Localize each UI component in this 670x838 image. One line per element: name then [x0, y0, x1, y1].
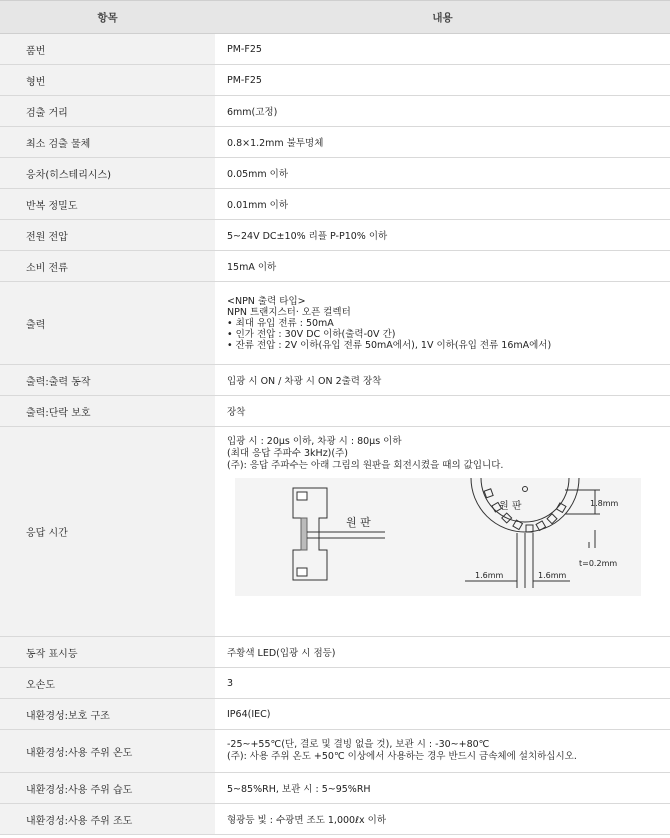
- row-label: 최소 검출 물체: [0, 127, 215, 157]
- row-value: 5~85%RH, 보관 시 : 5~95%RH: [227, 784, 371, 795]
- row-label: 출력:단락 보호: [0, 396, 215, 426]
- temperature-line: (주): 사용 주위 온도 +50℃ 이상에서 사용하는 경우 반드시 금속체에 설치하십시오.: [227, 751, 577, 762]
- row-label: 품번: [0, 34, 215, 64]
- table-row: [0, 96, 670, 127]
- row-value: 15mA 이하: [227, 262, 277, 273]
- response-line: (주): 응답 주파수는 아래 그림의 원판을 회전시켰을 때의 값입니다.: [227, 460, 504, 471]
- row-label: 내환경성:사용 주위 온도: [0, 730, 215, 772]
- table-header: [0, 0, 670, 34]
- row-value: 장착: [227, 407, 246, 418]
- row-label: 응답 시간: [0, 427, 215, 636]
- output-line: NPN 트랜지스터· 오픈 컬렉터: [227, 306, 351, 318]
- table-row: [0, 65, 670, 96]
- disk-label-right: 원 판: [499, 501, 522, 512]
- row-value: 5~24V DC±10% 리플 P-P10% 이하: [227, 231, 388, 242]
- row-value: PM-F25: [227, 43, 262, 55]
- row-value: 6mm(고정): [227, 107, 278, 118]
- row-value: 주황색 LED(입광 시 점등): [227, 648, 336, 659]
- row-label: 소비 전류: [0, 251, 215, 281]
- row-value: 0.01mm 이하: [227, 200, 289, 211]
- row-value: 형광등 빛 : 수광면 조도 1,000ℓx 이하: [227, 815, 387, 826]
- table-row: [0, 773, 670, 804]
- temperature-line: -25~+55℃(단, 결로 및 결빙 없을 것), 보관 시 : -30~+80℃: [227, 739, 490, 750]
- row-value: 3: [227, 677, 234, 689]
- dimension-1-6mm-right: 1.6mm: [538, 571, 567, 580]
- dimension-thickness: t=0.2mm: [579, 559, 618, 568]
- table-row: [0, 189, 670, 220]
- header-item: 항목: [97, 11, 118, 24]
- row-label: 응차(히스테리시스): [0, 158, 215, 188]
- row-label: 반복 정밀도: [0, 189, 215, 219]
- table-row: [0, 365, 670, 396]
- header-content: 내용: [432, 11, 453, 24]
- table-row-response: [0, 427, 670, 637]
- row-label: 검출 거리: [0, 96, 215, 126]
- table-row: [0, 220, 670, 251]
- row-value: IP64(IEC): [227, 708, 271, 720]
- row-value-output: [215, 282, 670, 364]
- table-row: [0, 158, 670, 189]
- table-row: [0, 637, 670, 668]
- output-line: • 인가 전압 : 30V DC 이하(출력-0V 간): [227, 328, 396, 340]
- disk-label-left: 원 판: [346, 516, 371, 529]
- row-value: 0.8×1.2mm 불투명체: [227, 138, 324, 149]
- row-label: 내환경성:보호 구조: [0, 699, 215, 729]
- row-label: 출력:출력 동작: [0, 365, 215, 395]
- table-row: [0, 34, 670, 65]
- sensor-disk-diagram: [235, 478, 641, 596]
- sensor-drawing: [293, 488, 385, 580]
- row-value: PM-F25: [227, 74, 262, 86]
- table-row-output: [0, 282, 670, 365]
- row-label: 내환경성:사용 주위 습도: [0, 773, 215, 803]
- row-value: 0.05mm 이하: [227, 169, 289, 180]
- output-line: • 최대 유입 전류 : 50mA: [227, 317, 334, 329]
- response-diagram: [235, 478, 641, 596]
- row-value-response: [215, 427, 670, 636]
- row-label: 동작 표시등: [0, 637, 215, 667]
- row-label: 형번: [0, 65, 215, 95]
- row-label: 오손도: [0, 668, 215, 698]
- response-line: (최대 응답 주파수 3kHz)(주): [227, 448, 348, 459]
- row-label: 전원 전압: [0, 220, 215, 250]
- table-row: [0, 396, 670, 427]
- table-row: [0, 804, 670, 835]
- table-row: [0, 251, 670, 282]
- row-label: 출력: [0, 282, 215, 364]
- table-row-temperature: [0, 730, 670, 773]
- response-line: 입광 시 : 20μs 이하, 차광 시 : 80μs 이하: [227, 436, 402, 447]
- table-row: [0, 668, 670, 699]
- row-value-temperature: [215, 730, 670, 772]
- table-row: [0, 127, 670, 158]
- row-label: 내환경성:사용 주위 조도: [0, 804, 215, 834]
- output-line: <NPN 출력 타입>: [227, 295, 306, 307]
- dimension-1-8mm: 1.8mm: [590, 499, 619, 508]
- row-value: 입광 시 ON / 차광 시 ON 2출력 장착: [227, 376, 382, 387]
- output-line: • 잔류 전압 : 2V 이하(유입 전류 50mA에서), 1V 이하(유입 전류 16mA에서): [227, 339, 552, 351]
- table-row: [0, 699, 670, 730]
- dimension-1-6mm-left: 1.6mm: [475, 571, 504, 580]
